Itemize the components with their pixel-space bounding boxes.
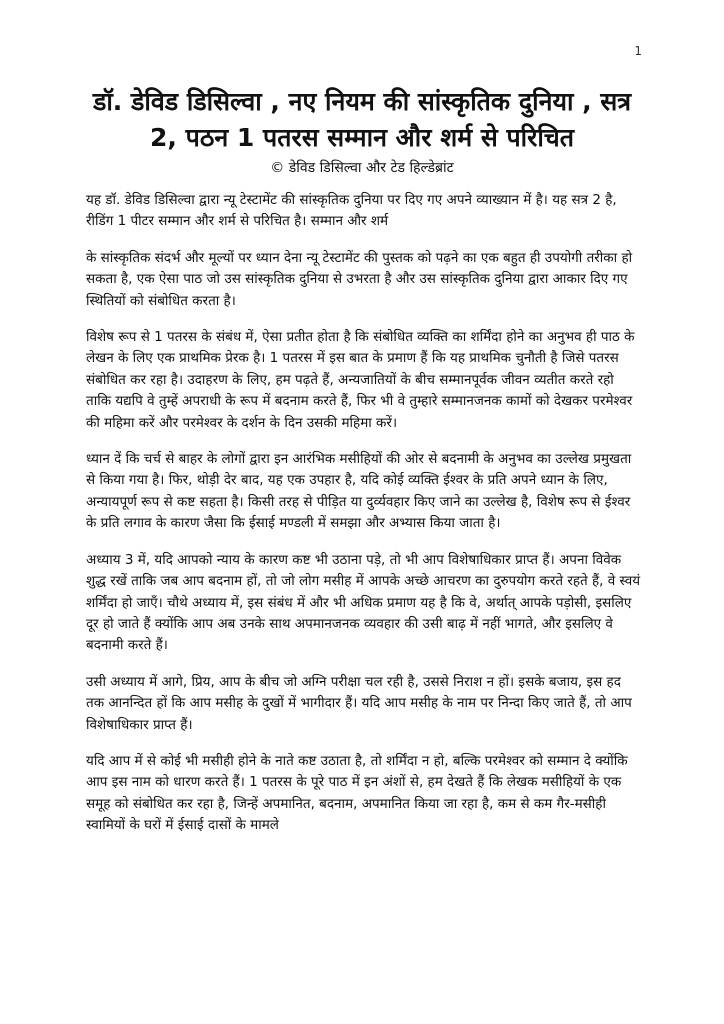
- document-body: [86, 190, 642, 852]
- copyright-line: © डेविड डिसिल्वा और टेड हिल्डेब्रांट: [270, 160, 454, 176]
- title-block: [80, 84, 644, 178]
- paragraph-7: यदि आप में से कोई भी मसीही होने के नाते कष्ट उठाता है, तो शर्मिंदा न हो, बल्कि परमेश्वर को सम्मान दे क्योंकि आप इस नाम को धारण करते हैं। 1 पतरस के पूरे पाठ में इन अंशों से, हम देखते हैं कि लेखक मसीहियों के एक समूह को संबोधित कर रहा है, जिन्हें अपमानित, बदनाम, अपमानित किया जा रहा है, कम से कम गैर-मसीही स्वामियों के घरों में ईसाई दासों के मामले: [86, 752, 628, 834]
- paragraph-2: के सांस्कृतिक संदर्भ और मूल्यों पर ध्यान देना न्यू टेस्टामेंट की पुस्तक को पढ़ने का एक बहुत ही उपयोगी तरीका हो सकता है, एक ऐसा पाठ जो उस सांस्कृतिक दुनिया से उभरता है और उस सांस्कृतिक दुनिया द्वारा आकार दिए गए स्थितियों को संबोधित करता है।: [86, 249, 633, 309]
- page-number: 1: [634, 44, 642, 58]
- paragraph-6: उसी अध्याय में आगे, प्रिय, आप के बीच जो अग्नि परीक्षा चल रही है, उससे निराश न हों। इसके बजाय, इस हद तक आनन्दित हों कि आप मसीह के दुखों में भागीदार हैं। यदि आप मसीह के नाम पर निन्दा किए जाते हैं, तो आप विशेषाधिकार प्राप्त हैं।: [86, 673, 632, 733]
- paragraph-5: अध्याय 3 में, यदि आपको न्याय के कारण कष्ट भी उठाना पड़े, तो भी आप विशेषाधिकार प्राप्त हैं। अपना विवेक शुद्ध रखें ताकि जब आप बदनाम हों, तो जो लोग मसीह में आपके अच्छे आचरण का दुरुपयोग करते रहते हैं, वे स्वयं शर्मिंदा हो जाएँ। चौथे अध्याय में, इस संबंध में और भी अधिक प्रमाण यह है कि वे, अर्थात् आपके पड़ोसी, इसलिए दूर हो जाते हैं क्योंकि आप अब उनके साथ अपमानजनक व्यवहार की उसी बाढ़ में नहीं भागते, और इसलिए वे बदनामी करते हैं।: [86, 551, 641, 654]
- document-title: डॉ. डेविड डिसिल्वा , नए नियम की सांस्कृतिक दुनिया , सत्र 2, पठन 1 पतरस सम्मान और शर्म से परिचित: [92, 87, 632, 152]
- paragraph-1: यह डॉ. डेविड डिसिल्वा द्वारा न्यू टेस्टामेंट की सांस्कृतिक दुनिया पर दिए गए अपने व्याख्यान में है। यह सत्र 2 है, रीडिंग 1 पीटर सम्मान और शर्म से परिचित है। सम्मान और शर्म: [86, 192, 617, 230]
- paragraph-3: विशेष रूप से 1 पतरस के संबंध में, ऐसा प्रतीत होता है कि संबोधित व्यक्ति का शर्मिंदा होने का अनुभव ही पाठ के लेखन के लिए एक प्राथमिक प्रेरक है। 1 पतरस में इस बात के प्रमाण हैं कि यह प्राथमिक चुनौती है जिसे पतरस संबोधित कर रहा है। उदाहरण के लिए, हम पढ़ते हैं, अन्यजातियों के बीच सम्मानपूर्वक जीवन व्यतीत करते रहो ताकि यद्यपि वे तुम्हें अपराधी के रूप में बदनाम करते हैं, फिर भी वे तुम्हारे सम्मानजनक कामों को देखकर परमेश्वर की महिमा करें और परमेश्वर के दर्शन के दिन उसकी महिमा करें।: [86, 329, 635, 431]
- paragraph-4: ध्यान दें कि चर्च से बाहर के लोगों द्वारा इन आरंभिक मसीहियों की ओर से बदनामी के अनुभव का उल्लेख प्रमुखता से किया गया है। फिर, थोड़ी देर बाद, यह एक उपहार है, यदि कोई व्यक्ति ईश्वर के प्रति अपने ध्यान के लिए, अन्यायपूर्ण रूप से कष्ट सहता है। किसी तरह से पीड़ित या दुर्व्यवहार किए जाने का उल्लेख है, विशेष रूप से ईश्वर के प्रति लगाव के कारण जैसा कि ईसाई मण्डली में समझा और अभ्यास किया जाता है।: [86, 451, 632, 532]
